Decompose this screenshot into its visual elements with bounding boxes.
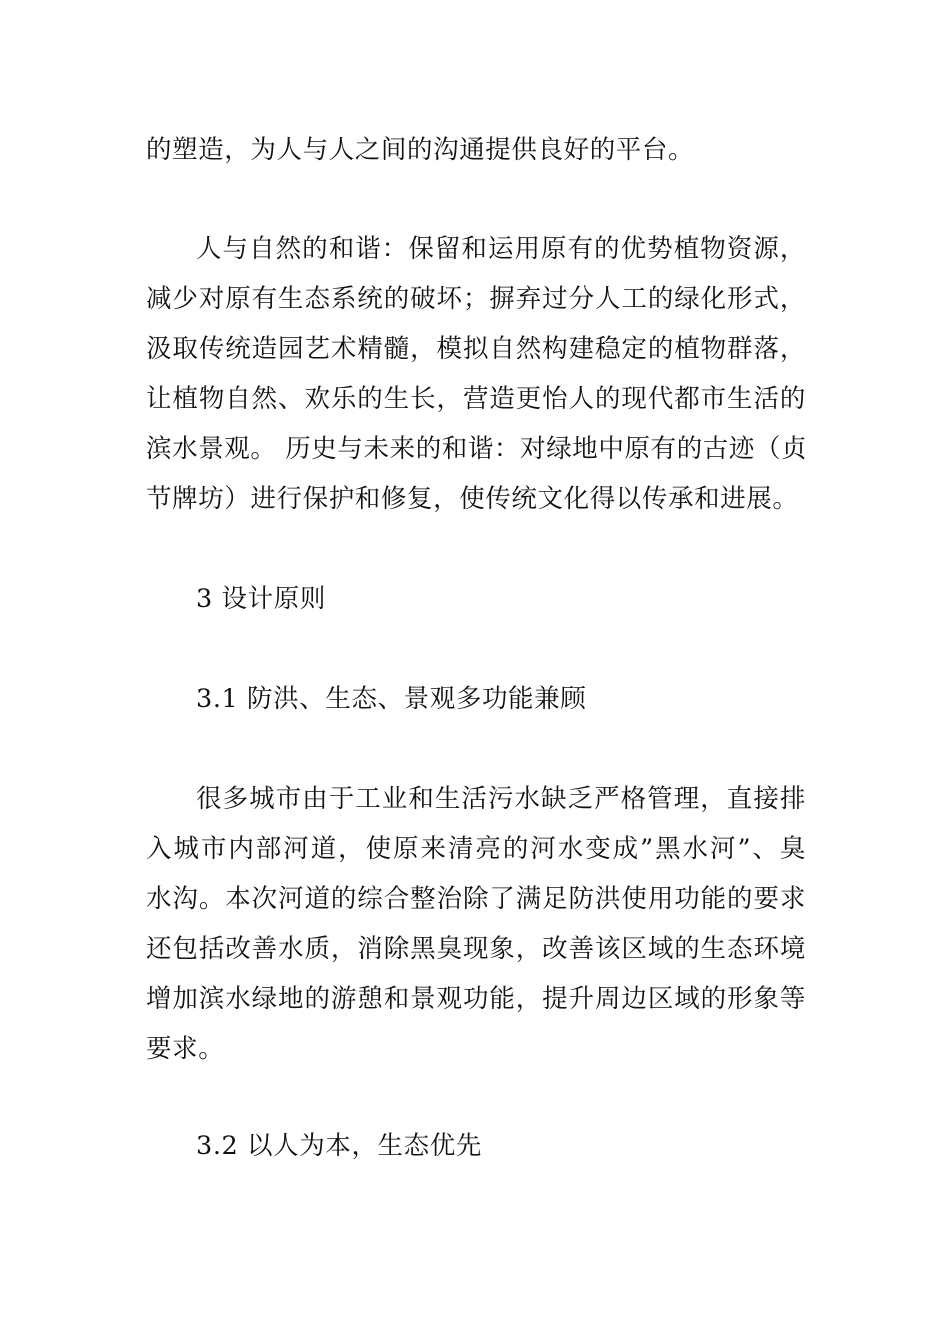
text-line: 的塑造，为人与人之间的沟通提供良好的平台。: [146, 135, 695, 165]
text-line: 滨水景观。 历史与未来的和谐：对绿地中原有的古迹（贞: [146, 434, 808, 464]
subsection-heading: 3.1 防洪、生态、景观多功能兼顾: [196, 684, 587, 714]
text-line: 还包括改善水质，消除黑臭现象，改善该区域的生态环境: [146, 934, 806, 964]
text-line: 节牌坊）进行保护和修复，使传统文化得以传承和进展。: [146, 484, 799, 514]
text-line: 让植物自然、欢乐的生长，营造更怡人的现代都市生活的: [146, 384, 806, 414]
subsection-heading: 3.2 以人为本，生态优先: [196, 1131, 482, 1161]
text-line: 减少对原有生态系统的破坏；摒弃过分人工的绿化形式，: [146, 284, 806, 314]
section-heading: 3 设计原则: [196, 584, 326, 614]
text-line: 人与自然的和谐：保留和运用原有的优势植物资源，: [196, 234, 806, 264]
text-line: 要求。: [146, 1034, 225, 1064]
text-line: 汲取传统造园艺术精髓，模拟自然构建稳定的植物群落，: [146, 334, 806, 364]
text-line: 很多城市由于工业和生活污水缺乏严格管理，直接排: [196, 784, 806, 814]
text-line: 水沟。本次河道的综合整治除了满足防洪使用功能的要求: [146, 884, 806, 914]
text-line: 入城市内部河道，使原来清亮的河水变成”黑水河”、臭: [146, 834, 806, 864]
text-line: 增加滨水绿地的游憩和景观功能，提升周边区域的形象等: [146, 984, 806, 1014]
